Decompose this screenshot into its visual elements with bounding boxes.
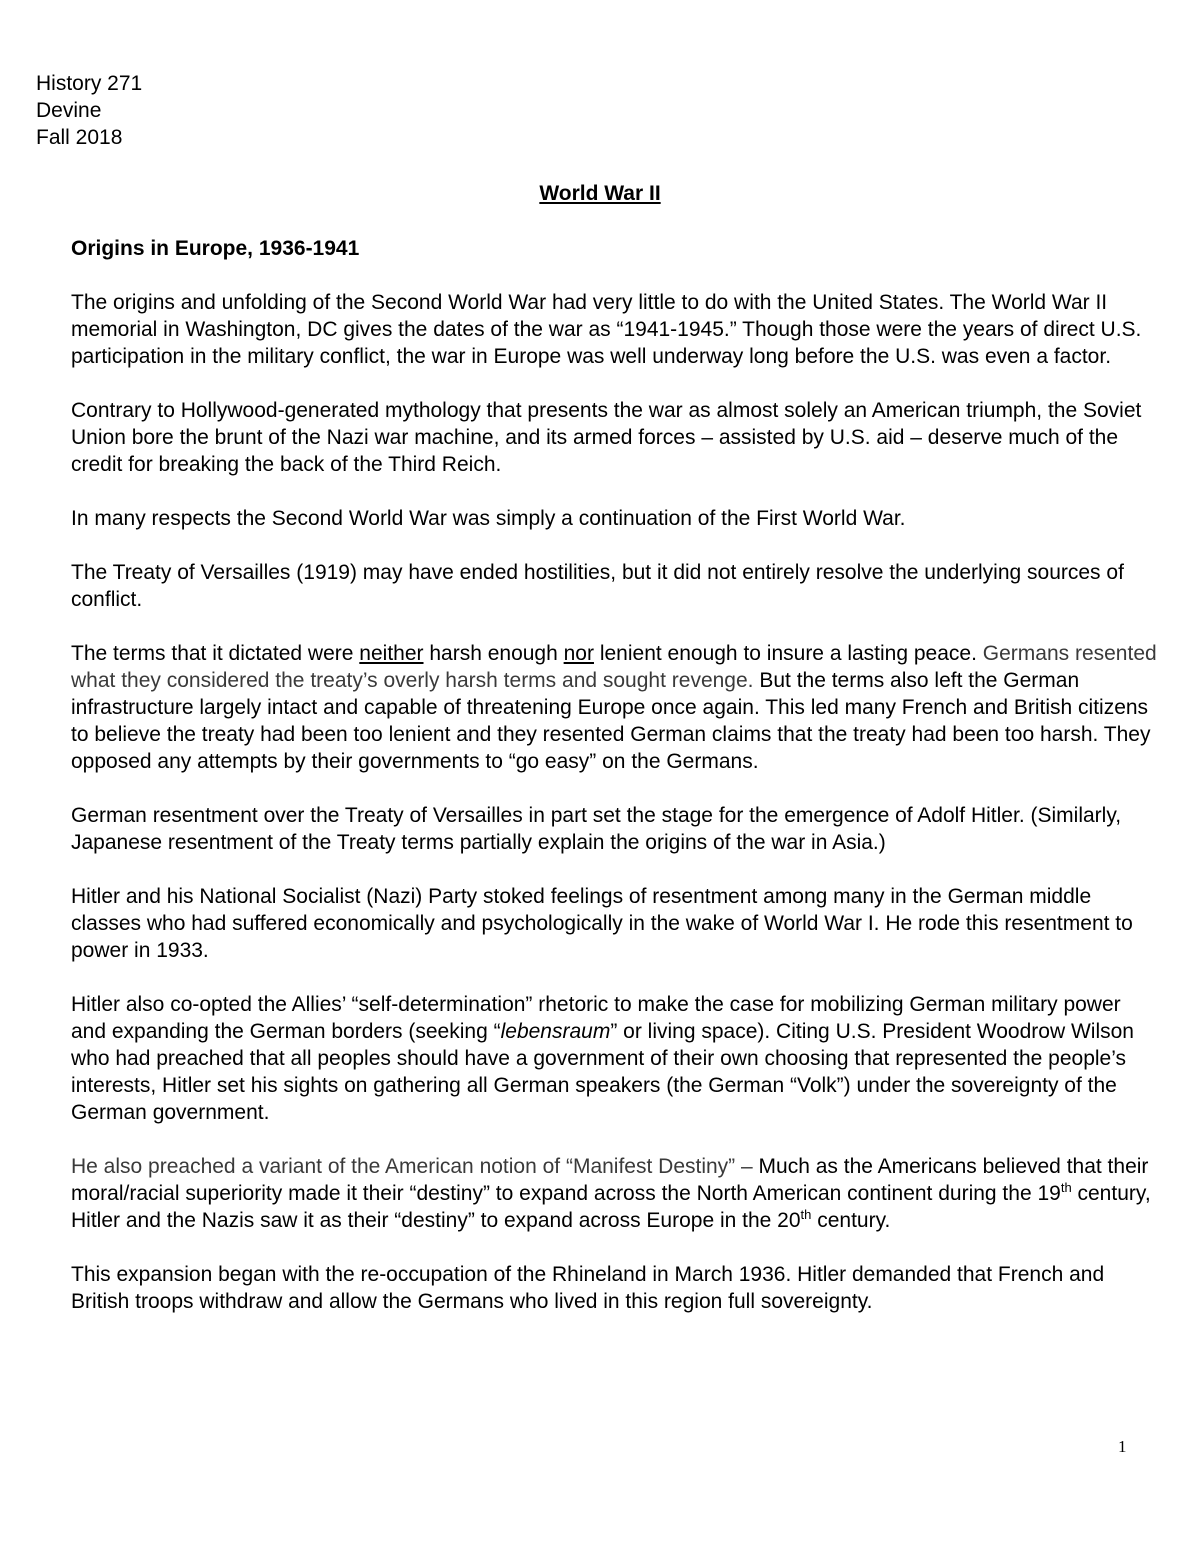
- p5-text-c: harsh enough: [423, 642, 564, 665]
- paragraph-5: [71, 640, 1161, 775]
- title-text: World War II: [539, 182, 661, 205]
- p5-underline-nor: nor: [563, 642, 594, 665]
- p9-superscript-th-1: th: [1060, 1180, 1072, 1195]
- page-number: 1: [1118, 1437, 1127, 1456]
- p5-text-a: The terms that it dictated were: [71, 642, 360, 665]
- course-line: History 271: [36, 72, 143, 95]
- paragraph-1: The origins and unfolding of the Second World War had very little to do with the United States. The World War II memorial in Washington, DC gives the dates of the war as “1941-1945.” Though those were the years of direct U.S. participation in the military conflict, the war in Europe was well underway long before the U.S. was even a factor.: [71, 291, 1142, 368]
- p9-text-d: century, Hitler and the Nazis saw it as their “destiny” to expand across Europe in the 20: [71, 1182, 1151, 1232]
- p8-italic-lebensraum: lebensraum: [500, 1020, 611, 1043]
- p5-text-g: But the terms also left the German infrastructure largely intact and capable of threatening Europe once again. This led many French and British citizens to believe the treaty had been too lenient and they resented German claims that the treaty had been too harsh. They opposed any attempts by their governments to “go easy” on the Germans.: [71, 669, 1151, 773]
- paragraph-3: In many respects the Second World War was simply a continuation of the First World War.: [71, 507, 906, 530]
- document-header: [36, 70, 142, 151]
- paragraph-8: [71, 991, 1161, 1126]
- section-heading: Origins in Europe, 1936-1941: [71, 237, 360, 260]
- paragraph-10: This expansion began with the re-occupation of the Rhineland in March 1936. Hitler demanded that French and British troops withdraw and allow the Germans who lived in this region full sovereignty.: [71, 1263, 1105, 1313]
- p8-text-a: Hitler also co-opted the Allies’ “self-determination” rhetoric to make the case for mobilizing German military power and expanding the German borders (seeking “: [71, 993, 1121, 1043]
- p9-superscript-th-2: th: [800, 1207, 812, 1222]
- p9-text-a: He also preached a variant of the American notion of “Manifest Destiny” –: [71, 1155, 759, 1178]
- paragraph-2: Contrary to Hollywood-generated mythology that presents the war as almost solely an American triumph, the Soviet Union bore the brunt of the Nazi war machine, and its armed forces – assisted by U.S. aid – deserve much of the credit for breaking the back of the Third Reich.: [71, 399, 1142, 476]
- p9-text-b: Much as the Americans believed that their moral/racial superiority made it their “destiny” to expand across the North American continent during the 19: [71, 1155, 1149, 1205]
- p9-text-f: century.: [811, 1209, 891, 1232]
- document-body: [71, 235, 1161, 1315]
- instructor-line: Devine: [36, 99, 102, 122]
- paragraph-7: Hitler and his National Socialist (Nazi) Party stoked feelings of resentment among many in the German middle classes who had suffered economically and psychologically in the wake of World War I. He rode this resentment to power in 1933.: [71, 885, 1133, 962]
- p5-text-f: Germans resented what they considered the treaty’s overly harsh terms and sought revenge.: [71, 642, 1157, 692]
- p5-underline-neither: neither: [359, 642, 424, 665]
- paragraph-4: The Treaty of Versailles (1919) may have ended hostilities, but it did not entirely resolve the underlying sources of conflict.: [71, 561, 1124, 611]
- paragraph-6: German resentment over the Treaty of Versailles in part set the stage for the emergence of Adolf Hitler. (Similarly, Japanese resentment of the Treaty terms partially explain the origins of the war in Asia.): [71, 804, 1122, 854]
- p5-text-e: lenient enough to insure a lasting peace.: [593, 642, 983, 665]
- p8-text-c: ” or living space). Citing U.S. President Woodrow Wilson who had preached that all peoples should have a government of their own choosing that represented the people’s interests, Hitler set his sights on gathering all German speakers (the German “Volk”) under the sovereignty of the German government.: [71, 1020, 1134, 1124]
- paragraph-9: [71, 1153, 1161, 1234]
- document-title: [0, 180, 1200, 207]
- term-line: Fall 2018: [36, 126, 123, 149]
